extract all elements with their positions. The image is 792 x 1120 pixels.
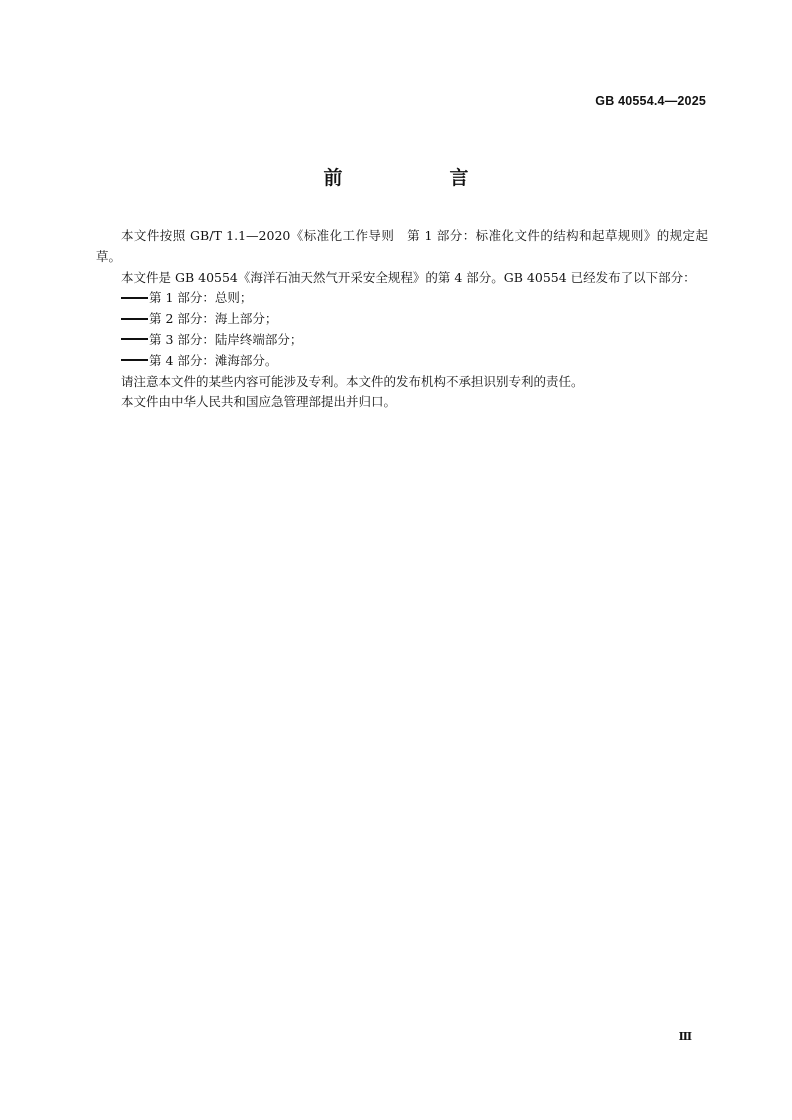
paragraph-drafting-rules: 本文件按照 GB/T 1.1—2020《标准化工作导则 第 1 部分：标准化文件的结构和起草规则》的规定起草。 <box>96 228 708 264</box>
list-item <box>96 288 708 309</box>
em-dash-mark <box>121 359 148 361</box>
page-number: Ⅲ <box>678 1030 692 1043</box>
list-item-text: 第 2 部分：海上部分； <box>149 311 278 327</box>
em-dash-mark <box>121 297 148 299</box>
foreword-body <box>96 226 708 413</box>
em-dash-mark <box>121 318 148 320</box>
em-dash-mark <box>121 338 148 340</box>
standard-code: GB 40554.4—2025 <box>595 94 706 108</box>
list-item <box>96 309 708 330</box>
list-item-text: 第 1 部分：总则； <box>149 290 253 306</box>
paragraph-patent-notice: 请注意本文件的某些内容可能涉及专利。本文件的发布机构不承担识别专利的责任。 <box>121 373 584 389</box>
list-item <box>96 351 708 372</box>
paragraph-proposer: 本文件由中华人民共和国应急管理部提出并归口。 <box>121 394 397 410</box>
list-item <box>96 330 708 351</box>
list-item-text: 第 3 部分：陆岸终端部分； <box>149 331 303 347</box>
paragraph-series-info: 本文件是 GB 40554《海洋石油天然气开采安全规程》的第 4 部分。GB 40554 已经发布了以下部分： <box>121 269 696 285</box>
page-title: 前 言 <box>323 167 513 189</box>
list-item-text: 第 4 部分：滩海部分。 <box>149 352 278 368</box>
